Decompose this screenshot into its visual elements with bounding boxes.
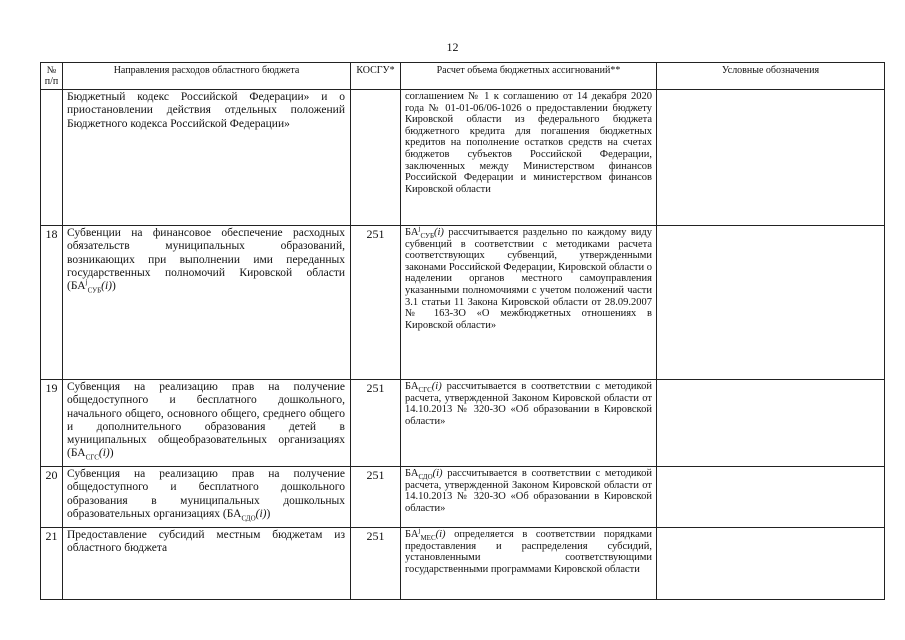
row-calculation: соглашением № 1 к соглашению от 14 декабря 2020 года № 01-01-06/06-1026 о предоставлении бюджету Кировской области из федерального бюджета бюджетного кредита для погашения бюджетных кредитов на пополнение остатков средств на счетах бюджетов субъектов Российской Федерации, заключенных между Министерством финансов Российской Федерации и министерством финансов Кировской области bbox=[401, 90, 657, 226]
formula-symbol: $БА^j_{МЕС}(i)$ bbox=[405, 526, 446, 543]
row-num: 19 bbox=[41, 380, 63, 467]
row-num: 18 bbox=[41, 226, 63, 380]
table-row bbox=[41, 380, 885, 467]
table-header-row bbox=[41, 63, 885, 90]
row-num: 21 bbox=[41, 528, 63, 600]
table-row bbox=[41, 528, 885, 600]
row-direction: Субвенция на реализацию прав на получение общедоступного и бесплатного дошкольного, начального общего, основного общего, среднего общего и дополнительного образования детей в муниципальных общеобразовательных организациях $(БА_{СГС}(i))$ bbox=[63, 380, 351, 467]
formula-symbol: $БА_{СГС}(i)$ bbox=[70, 447, 110, 462]
header-notation: Условные обозначения bbox=[657, 63, 885, 90]
formula-symbol: $БА_{СДО}(i)$ bbox=[226, 507, 267, 523]
page-number: 12 bbox=[446, 40, 459, 54]
row-kosgu: 251 bbox=[351, 528, 401, 600]
header-kosgu: КОСГУ* bbox=[351, 63, 401, 90]
row-notation bbox=[657, 380, 885, 467]
direction-text: Субвенция на реализацию прав на получение общедоступного и бесплатного дошкольного образования в муниципальных дошкольных образовательных организациях ( bbox=[67, 468, 345, 520]
header-num: № п/п bbox=[41, 63, 63, 90]
row-num: 20 bbox=[41, 467, 63, 528]
row-notation bbox=[657, 226, 885, 380]
header-calculation: Расчет объема бюджетных ассигнований** bbox=[401, 63, 657, 90]
row-notation bbox=[657, 90, 885, 226]
table-row bbox=[41, 467, 885, 528]
formula-symbol: $БА^j_{СУБ}(i)$ bbox=[70, 278, 112, 295]
row-direction: Предоставление субсидий местным бюджетам из областного бюджета bbox=[63, 528, 351, 600]
direction-text: Субвенции на финансовое обеспечение расходных обязательств муниципальных образований, возникающих при выполнении ими переданных государственных полномочий Кировской области ( bbox=[67, 227, 345, 293]
row-calculation: $БА^j_{МЕС}(i)$ определяется в соответствии порядками предоставления и распределения субсидий, установленными соответствующими государственными программами Кировской области bbox=[401, 528, 657, 600]
row-calculation: $БА_{СГС}(i)$ рассчитывается в соответствии с методикой расчета, утвержденной Законом Кировской области от 14.10.2013 № 320-ЗО «Об образовании в Кировской области» bbox=[401, 380, 657, 467]
row-notation bbox=[657, 467, 885, 528]
row-kosgu bbox=[351, 90, 401, 226]
direction-text: Субвенция на реализацию прав на получение общедоступного и бесплатного дошкольного, начального общего, основного общего, среднего общего и дополнительного образования детей в муниципальных общеобразовательных организациях ( bbox=[67, 381, 345, 460]
row-kosgu: 251 bbox=[351, 467, 401, 528]
row-direction: Субвенции на финансовое обеспечение расходных обязательств муниципальных образований, возникающих при выполнении ими переданных государственных полномочий Кировской области $(БА^j_{СУБ}(i))$ bbox=[63, 226, 351, 380]
row-calculation: $БА^j_{СУБ}(i)$ рассчитывается раздельно по каждому виду субвенций в соответствии с методиками расчета соответствующих субвенций, утвержденными законами Российской Федерации, Кировской области о наделении органов местного самоуправления указанными полномочиями с учетом положений части 3.1 статьи 11 Закона Кировской области от 28.09.2007 № 163-ЗО «О межбюджетных отношениях в Кировской области» bbox=[401, 226, 657, 380]
row-kosgu: 251 bbox=[351, 380, 401, 467]
budget-table bbox=[40, 62, 885, 600]
row-kosgu: 251 bbox=[351, 226, 401, 380]
table-row bbox=[41, 226, 885, 380]
row-calculation: $БА_{СДО}(i)$ рассчитывается в соответствии с методикой расчета, утвержденной Законом Кировской области от 14.10.2013 № 320-ЗО «Об образовании в Кировской области» bbox=[401, 467, 657, 528]
row-direction: Бюджетный кодекс Российской Федерации» и о приостановлении действия отдельных положений Бюджетного кодекса Российской Федерации» bbox=[63, 90, 351, 226]
formula-symbol: $БА^j_{СУБ}(i)$ bbox=[405, 224, 444, 241]
table-row bbox=[41, 90, 885, 226]
header-direction: Направления расходов областного бюджета bbox=[63, 63, 351, 90]
formula-symbol: $БА_{СДО}(i)$ bbox=[405, 468, 443, 482]
row-notation bbox=[657, 528, 885, 600]
row-direction: Субвенция на реализацию прав на получение общедоступного и бесплатного дошкольного образования в муниципальных дошкольных образовательных организациях $(БА_{СДО}(i))$ bbox=[63, 467, 351, 528]
row-num bbox=[41, 90, 63, 226]
formula-symbol: $БА_{СГС}(i)$ bbox=[405, 381, 442, 395]
